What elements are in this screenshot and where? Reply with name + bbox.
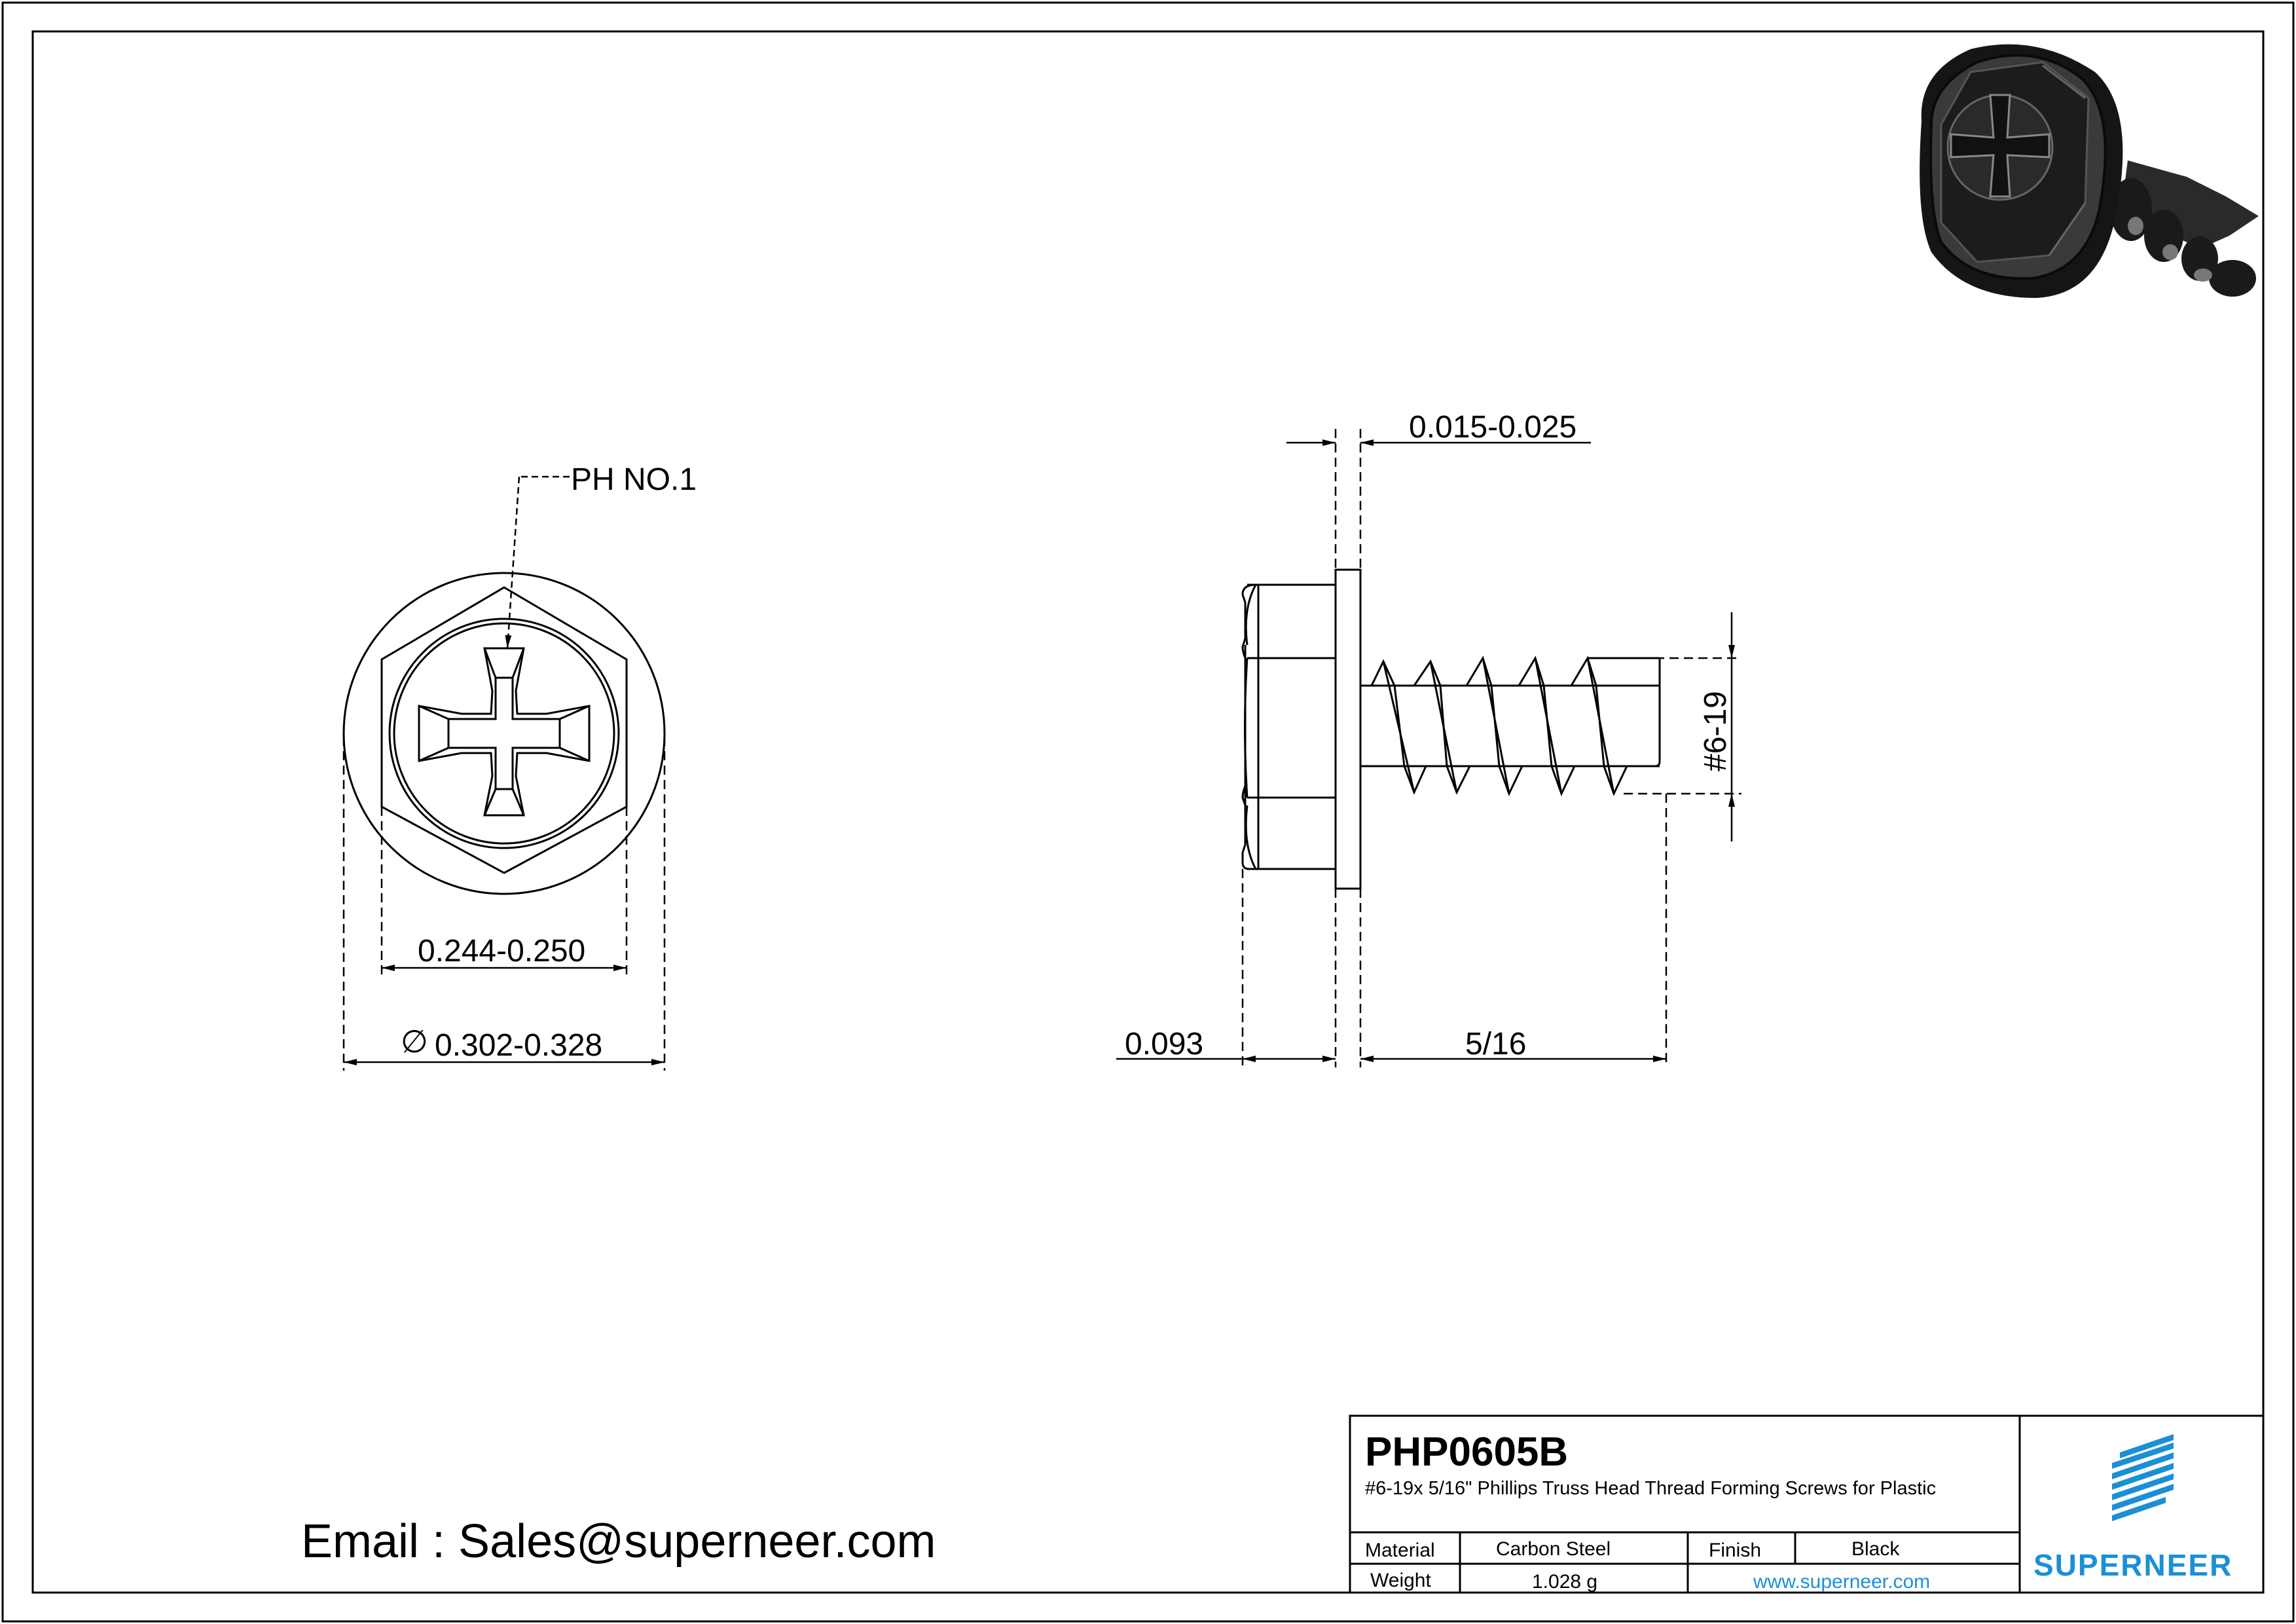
website-link[interactable]: www.superneer.com (1753, 1571, 1931, 1593)
washer-flange (1336, 570, 1360, 889)
head-circle-outer (390, 619, 619, 848)
material-value: Carbon Steel (1496, 1538, 1611, 1560)
superneer-logo-icon (2112, 1434, 2174, 1521)
front-dimension-lines (344, 737, 665, 1071)
contact-email[interactable]: Email : Sales@superneer.com (301, 1515, 936, 1568)
screw-3d-render-icon (1920, 45, 2259, 298)
weight-label: Weight (1370, 1570, 1431, 1591)
finish-label: Finish (1709, 1540, 1762, 1561)
finish-value: Black (1851, 1538, 1900, 1560)
side-dimension-lines (1116, 429, 1741, 1067)
part-description: #6-19x 5/16" Phillips Truss Head Thread Forming Screws for Plastic (1365, 1478, 1937, 1499)
diameter-symbol: ∅ (401, 1025, 428, 1060)
material-label: Material (1365, 1540, 1435, 1561)
flange-circle (344, 573, 665, 894)
drive-callout-leader (507, 477, 570, 648)
thread-size-dimension: #6-19 (1698, 691, 1733, 771)
part-number: PHP0605B (1365, 1430, 1569, 1475)
front-view (344, 573, 665, 894)
phillips-recess-inner (448, 678, 560, 789)
washer-thickness-dimension: 0.015-0.025 (1409, 410, 1577, 445)
drive-callout-label: PH NO.1 (571, 462, 697, 497)
brand-name: SUPERNEER (2033, 1548, 2233, 1582)
phillips-recess-outer (419, 648, 589, 815)
head-height-dimension: 0.093 (1125, 1027, 1204, 1061)
thread-profile-bottom (1404, 766, 1627, 794)
hex-width-dimension: 0.244-0.250 (418, 934, 586, 969)
flange-diameter-dimension: 0.302-0.328 (435, 1028, 603, 1063)
head-circle-inner (394, 623, 614, 843)
inner-border (33, 31, 2263, 1593)
weight-value: 1.028 g (1532, 1571, 1598, 1593)
length-dimension: 5/16 (1465, 1027, 1527, 1061)
side-view (1243, 570, 1660, 889)
